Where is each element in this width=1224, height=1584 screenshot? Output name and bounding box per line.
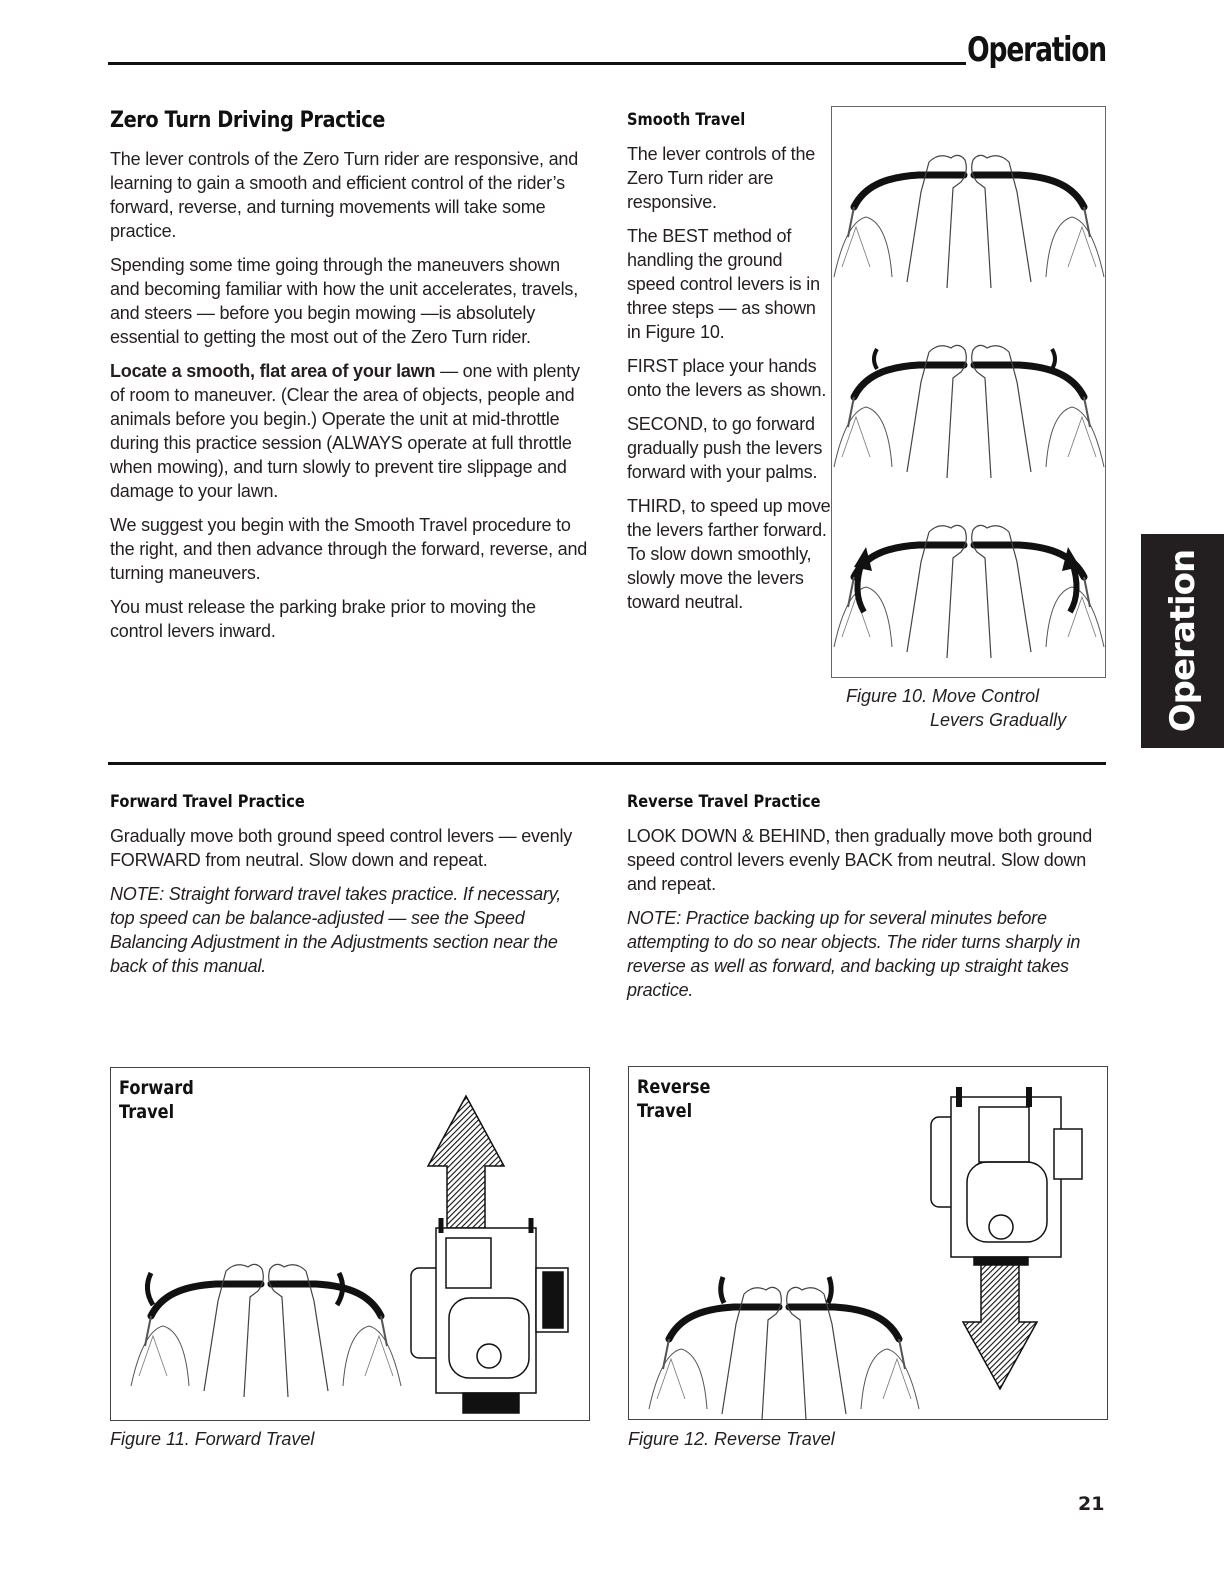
figure-10-caption-line-1: Figure 10. Move Control — [846, 686, 1040, 706]
reverse-practice-section — [627, 792, 1107, 1012]
header-rule — [108, 62, 966, 65]
page-section-title: Operation — [967, 30, 1106, 70]
figure-10-caption-line-2: Levers Gradually — [930, 710, 1067, 730]
reverse-levers-drawing — [649, 1287, 919, 1419]
smooth-paragraph-1: The lever controls of the Zero Turn rider are responsive. — [627, 144, 816, 212]
figure-12-label — [637, 1075, 710, 1123]
figure-12-frame — [628, 1066, 1108, 1420]
smooth-travel-heading: Smooth Travel — [627, 110, 746, 130]
reverse-practice-heading: Reverse Travel Practice — [627, 792, 821, 812]
intro-heading: Zero Turn Driving Practice — [110, 108, 385, 133]
intro-emphasis: Locate a smooth, flat area of your lawn — [110, 361, 436, 381]
figure-10-frame — [831, 106, 1106, 678]
intro-paragraph-1: The lever controls of the Zero Turn rider are responsive, and learning to gain a smooth and efficient control of the rider’s forward, reverse, and turning movements will take some practice. — [110, 149, 579, 241]
figure-12-label-line-1: Reverse — [637, 1076, 711, 1098]
mower-top-view — [411, 1218, 568, 1413]
forward-left-arrow-icon — [147, 1273, 153, 1305]
reverse-left-arrow-icon — [721, 1277, 724, 1303]
forward-direction-arrow-icon — [428, 1096, 504, 1228]
step-2-left-arrow-icon — [874, 349, 877, 369]
forward-levers-drawing — [131, 1264, 401, 1397]
smooth-paragraph-4: SECOND, to go forward gradually push the levers forward with your palms. — [627, 414, 823, 482]
figure-10-illustration — [832, 107, 1105, 677]
page-number: 21 — [1078, 1493, 1105, 1515]
smooth-travel-section — [627, 110, 833, 624]
figure-11-caption: Figure 11. Forward Travel — [110, 1429, 315, 1449]
figure-11-frame — [110, 1067, 590, 1421]
section-tab[interactable] — [1141, 534, 1224, 748]
step-3-levers-drawing — [834, 525, 1104, 658]
mower-top-view — [931, 1087, 1082, 1265]
intro-section — [110, 108, 590, 653]
forward-practice-section — [110, 792, 590, 988]
intro-paragraph-3 — [110, 359, 590, 503]
reverse-direction-arrow-icon — [963, 1262, 1037, 1389]
step-2-right-arrow-icon — [1052, 349, 1055, 369]
forward-practice-paragraph: Gradually move both ground speed control levers — evenly FORWARD from neutral. Slow down and repeat. — [110, 826, 573, 870]
reverse-practice-note: NOTE: Practice backing up for several minutes before attempting to do so near objects. The rider turns sharply in reverse as well as forward, and backing up straight takes practice. — [627, 908, 1081, 1000]
smooth-paragraph-5: THIRD, to speed up move the levers farther forward. To slow down smoothly, slowly move the levers toward neutral. — [627, 496, 831, 612]
intro-paragraph-4: We suggest you begin with the Smooth Travel procedure to the right, and then advance through the forward, reverse, and turning maneuvers. — [110, 515, 588, 583]
smooth-paragraph-2: The BEST method of handling the ground speed control levers is in three steps — as shown in Figure 10. — [627, 226, 820, 342]
figure-11-label-line-2: Travel — [119, 1101, 175, 1123]
smooth-paragraph-3: FIRST place your hands onto the levers as shown. — [627, 356, 827, 400]
intro-paragraph-2: Spending some time going through the maneuvers shown and becoming familiar with how the unit accelerates, travels, and steers — before you begin mowing —is absolutely essential to getting the most out of the Zero Turn rider. — [110, 255, 579, 347]
figure-12-label-line-2: Travel — [637, 1100, 693, 1122]
figure-11-label — [119, 1076, 194, 1124]
reverse-right-arrow-icon — [828, 1277, 831, 1303]
forward-practice-heading: Forward Travel Practice — [110, 792, 305, 812]
intro-paragraph-3-rest: — one with plenty of room to maneuver. (Clear the area of objects, people and animals before you begin.) Operate the unit at mid-throttle during this practice session (ALWAYS operate at full throttle when mowing), and turn slowly to prevent tire slippage and damage to your lawn. — [110, 361, 580, 501]
reverse-practice-paragraph: LOOK DOWN & BEHIND, then gradually move both ground speed control levers evenly BACK from neutral. Slow down and repeat. — [627, 826, 1093, 894]
section-tab-label: Operation — [1162, 549, 1203, 733]
figure-10-caption — [846, 684, 1086, 732]
figure-12-caption: Figure 12. Reverse Travel — [628, 1429, 835, 1449]
intro-paragraph-5: You must release the parking brake prior to moving the control levers inward. — [110, 597, 536, 641]
figure-11-label-line-1: Forward — [119, 1077, 194, 1099]
forward-practice-note: NOTE: Straight forward travel takes practice. If necessary, top speed can be balance-adjusted — see the Speed Balancing Adjustment in the Adjustments section near the back of this manual. — [110, 884, 562, 976]
section-divider — [108, 762, 1106, 765]
step-1-levers-drawing — [834, 155, 1104, 288]
